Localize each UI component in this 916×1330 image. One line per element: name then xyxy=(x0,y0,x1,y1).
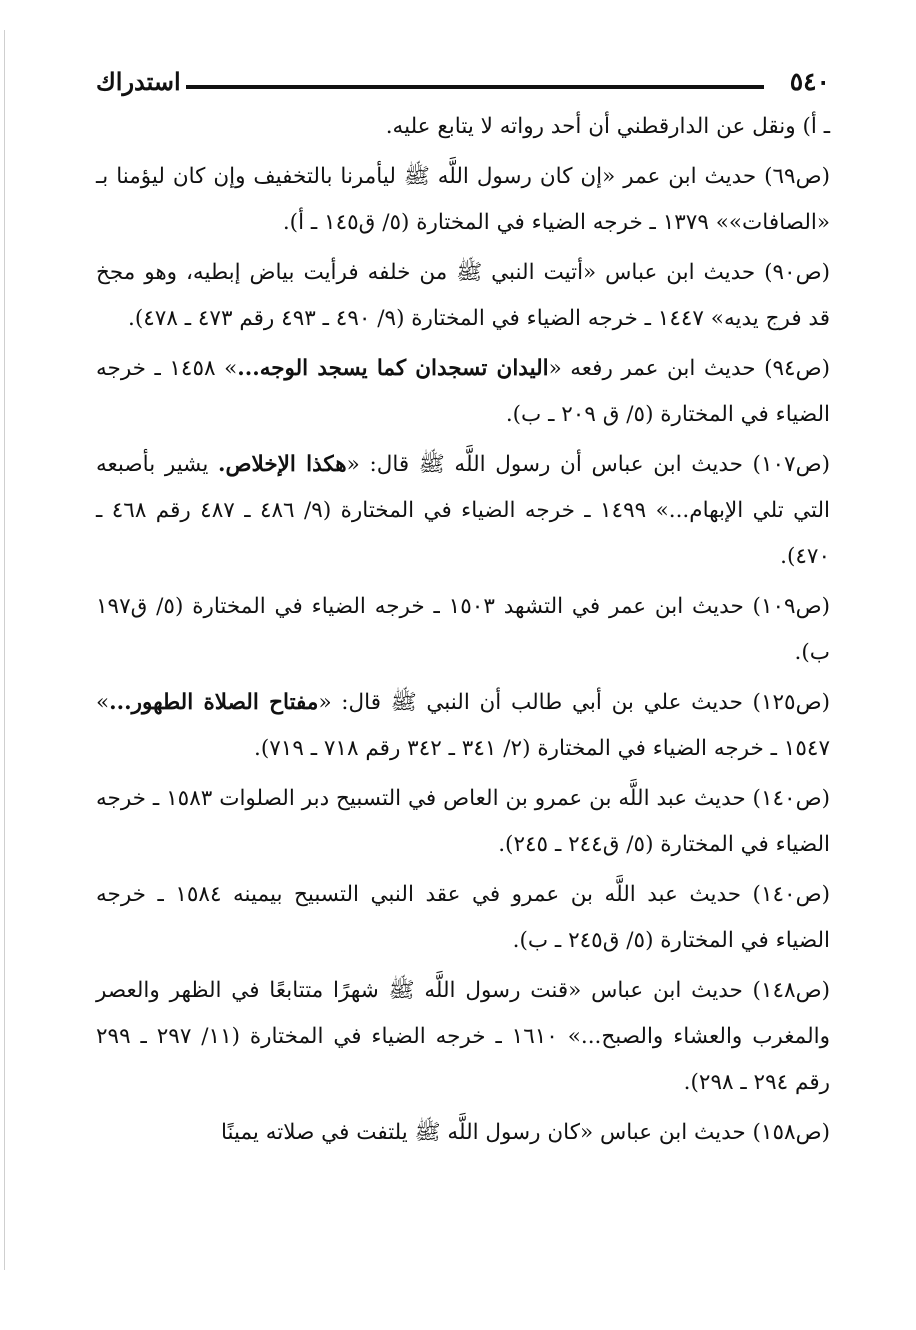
entry-paragraph: (ص١٠٩) حديث ابن عمر في التشهد ١٥٠٣ ـ خرجه الضياء في المختارة (٥/ ق١٩٧ ب). xyxy=(96,594,830,665)
running-title: استدراك xyxy=(96,67,181,96)
header-rule xyxy=(186,85,764,89)
entry-paragraph: (ص١٢٥) حديث علي بن أبي طالب أن النبي ﷺ قال: «مفتاح الصلاة الطهور...» ١٥٤٧ ـ خرجه الضياء في المختارة (٢/ ٣٤١ ـ ٣٤٢ رقم ٧١٨ ـ ٧١٩). xyxy=(96,690,830,761)
entry-paragraph: (ص١٠٧) حديث ابن عباس أن رسول اللَّه ﷺ قال: «هكذا الإخلاص. يشير بأصبعه التي تلي الإبهام...» ١٤٩٩ ـ خرجه الضياء في المختارة (٩/ ٤٨٦ ـ ٤٨٧ رقم ٤٦٨ ـ ٤٧٠). xyxy=(96,452,831,569)
entry-paragraph: (ص٦٩) حديث ابن عمر «إن كان رسول اللَّه ﷺ ليأمرنا بالتخفيف وإن كان ليؤمنا بـ «الصافات»» ١٣٧٩ ـ خرجه الضياء في المختارة (٥/ ق١٤٥ ـ أ). xyxy=(96,164,830,235)
scan-edge-line xyxy=(4,30,5,1270)
page-number: ٥٤٠ xyxy=(789,67,830,96)
page-header xyxy=(96,66,830,102)
hadith-quote-bold: مفتاح الصلاة الطهور... xyxy=(109,690,319,715)
entry-paragraph: (ص٩٠) حديث ابن عباس «أتيت النبي ﷺ من خلفه فرأيت بياض إبطيه، وهو مجخ قد فرج يديه» ١٤٤٧ ـ خرجه الضياء في المختارة (٩/ ٤٩٠ ـ ٤٩٣ رقم ٤٧٣ ـ ٤٧٨). xyxy=(96,260,830,331)
hadith-quote-bold: اليدان تسجدان كما يسجد الوجه... xyxy=(237,356,549,381)
entry-paragraph: (ص١٥٨) حديث ابن عباس «كان رسول اللَّه ﷺ يلتفت في صلاته يمينًا xyxy=(220,1120,830,1145)
entry-paragraph: (ص١٤٨) حديث ابن عباس «قنت رسول اللَّه ﷺ شهرًا متتابعًا في الظهر والعصر والمغرب والعشاء والصبح...» ١٦١٠ ـ خرجه الضياء في المختارة (١١/ ٢٩٧ ـ ٢٩٩ رقم ٢٩٤ ـ ٢٩٨). xyxy=(96,978,831,1095)
page-body xyxy=(96,104,830,1284)
entry-paragraph: (ص١٤٠) حديث عبد اللَّه بن عمرو في عقد النبي التسبيح بيمينه ١٥٨٤ ـ خرجه الضياء في المختارة (٥/ ق٢٤٥ ـ ب). xyxy=(96,882,830,953)
entry-paragraph: ـ أ) ونقل عن الدارقطني أن أحد رواته لا يتابع عليه. xyxy=(385,114,830,139)
entry-paragraph: (ص١٤٠) حديث عبد اللَّه بن عمرو بن العاص في التسبيح دبر الصلوات ١٥٨٣ ـ خرجه الضياء في المختارة (٥/ ق٢٤٤ ـ ٢٤٥). xyxy=(96,786,830,857)
entry-paragraph: (ص٩٤) حديث ابن عمر رفعه «اليدان تسجدان كما يسجد الوجه...» ١٤٥٨ ـ خرجه الضياء في المختارة (٥/ ق ٢٠٩ ـ ب). xyxy=(96,356,830,427)
hadith-quote-bold: هكذا الإخلاص. xyxy=(218,452,347,477)
